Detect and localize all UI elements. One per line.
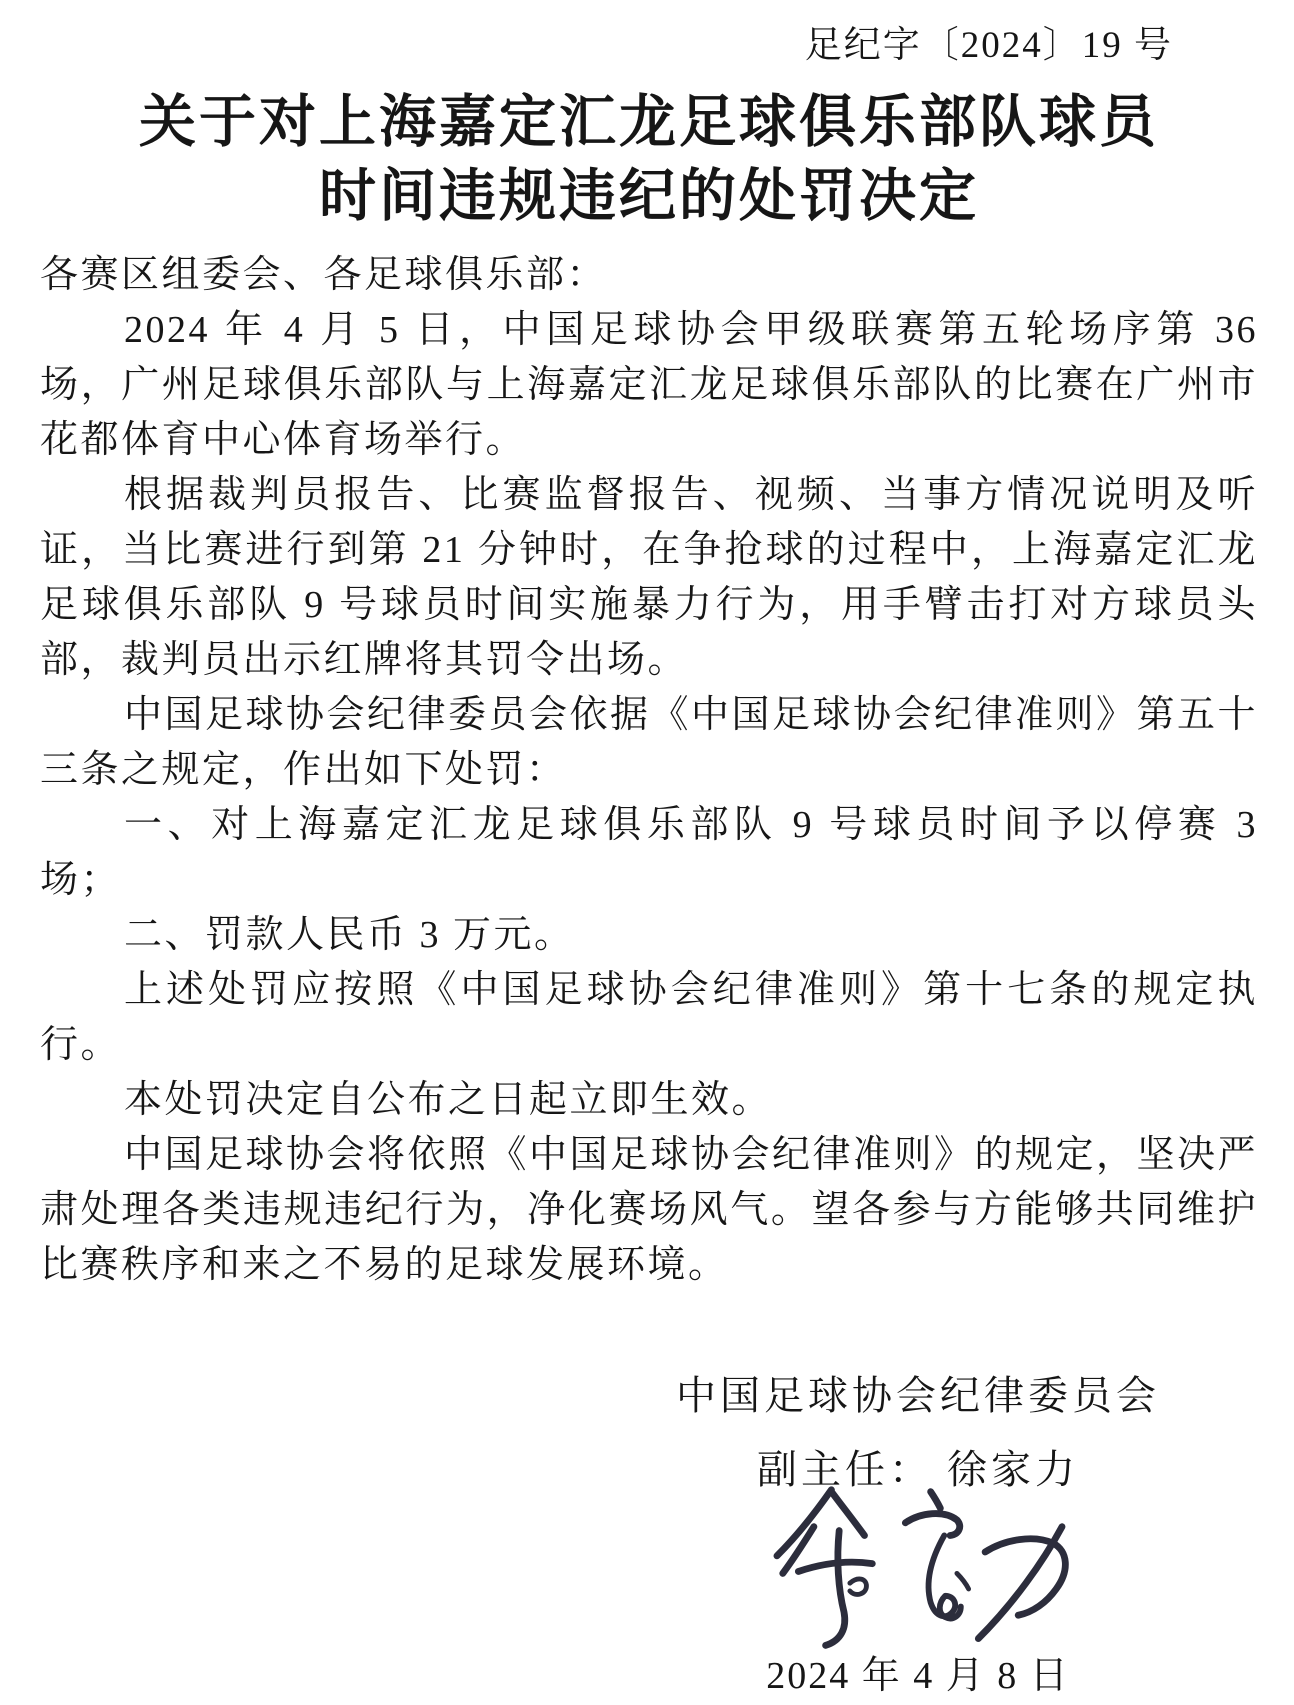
- doc-title-line1: 关于对上海嘉定汇龙足球俱乐部队球员: [139, 91, 1159, 154]
- document-body: [40, 248, 1258, 1293]
- paragraph-basis: 中国足球协会纪律委员会依据《中国足球协会纪律准则》第五十三条之规定，作出如下处罚：: [40, 694, 1259, 791]
- paragraph-penalty-1: 一、对上海嘉定汇龙足球俱乐部队 9 号球员时间予以停赛 3 场；: [40, 804, 1258, 901]
- doc-title-line2: 时间违规违纪的处罚决定: [319, 165, 979, 228]
- salutation: 各赛区组委会、各足球俱乐部：: [40, 254, 608, 296]
- signature-organization: 中国足球协会纪律委员会: [676, 1373, 1160, 1418]
- paragraph-match-info: 2024 年 4 月 5 日，中国足球协会甲级联赛第五轮场序第 36 场，广州足球俱乐部队与上海嘉定汇龙足球俱乐部队的比赛在广州市花都体育中心体育场举行。: [40, 309, 1258, 461]
- signature-block: [676, 1372, 1160, 1698]
- handwritten-signature: [753, 1480, 1083, 1660]
- paragraph-incident: 根据裁判员报告、比赛监督报告、视频、当事方情况说明及听证，当比赛进行到第 21 分钟时，在争抢球的过程中，上海嘉定汇龙足球俱乐部队 9 号球员时间实施暴力行为，用手臂击打对方球员头部，裁判员出示红牌将其罚令出场。: [40, 474, 1258, 681]
- signature-signer-line: 副主任： 徐家力: [757, 1447, 1079, 1492]
- paragraph-closing: 中国足球协会将依照《中国足球协会纪律准则》的规定，坚决严肃处理各类违规违纪行为，净化赛场风气。望各参与方能够共同维护比赛秩序和来之不易的足球发展环境。: [40, 1134, 1259, 1286]
- paragraph-penalty-2: 二、罚款人民币 3 万元。: [124, 914, 575, 956]
- paragraph-execution: 上述处罚应按照《中国足球协会纪律准则》第十七条的规定执行。: [40, 969, 1258, 1066]
- doc-number: 足纪字〔2024〕19 号: [804, 25, 1173, 66]
- signature-date: 2024 年 4 月 8 日: [766, 1655, 1070, 1697]
- paragraph-effective: 本处罚决定自公布之日起立即生效。: [124, 1079, 773, 1121]
- doc-title: [40, 86, 1258, 234]
